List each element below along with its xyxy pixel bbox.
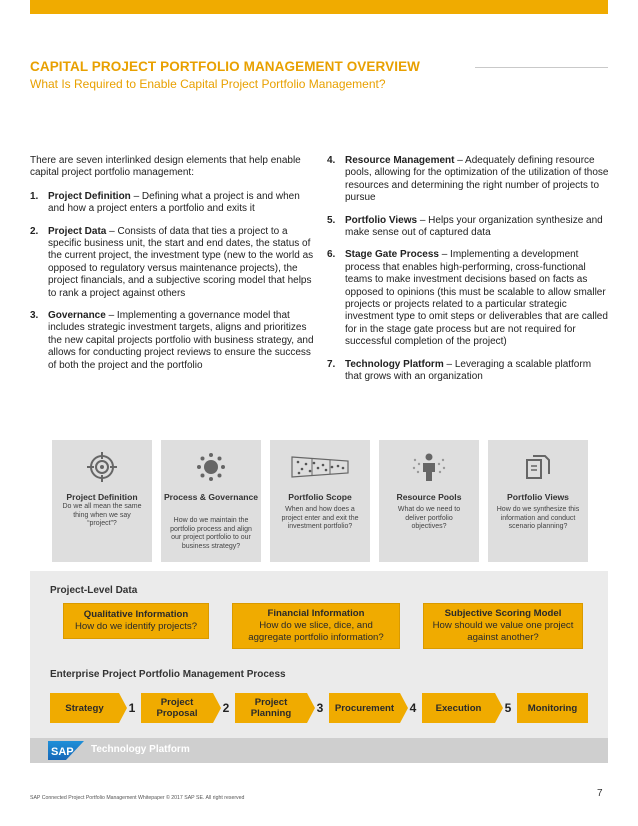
step-separator: [213, 693, 235, 723]
card-description: How do we maintain the portfolio process and align our project portfolio to our business strategy?: [170, 517, 252, 550]
item-text: – Adequately defining resource pools, allowing for the optimization of the utilization of those resources and determining the right number of projects to pursue: [345, 155, 609, 204]
documents-icon: [488, 448, 588, 486]
card-title: Portfolio Scope: [288, 492, 352, 502]
project-level-data-label: Project-Level Data: [50, 585, 138, 596]
list-item: [327, 155, 610, 205]
step-number: 2: [222, 701, 230, 715]
step-project-planning: Project Planning: [235, 693, 307, 723]
item-number: 7.: [327, 358, 336, 370]
card-description: When and how does a project enter and exit the investment portfolio?: [281, 506, 359, 531]
item-term: Stage Gate Process: [345, 249, 439, 261]
step-number: 4: [409, 701, 417, 715]
process-diagram-band: [30, 571, 608, 763]
card-title: Resource Pools: [396, 492, 462, 502]
card-title: Process & Governance: [163, 492, 259, 502]
step-number: 3: [316, 701, 324, 715]
step-number: 5: [504, 701, 512, 715]
target-icon: [52, 448, 152, 486]
page-title: CAPITAL PROJECT PORTFOLIO MANAGEMENT OVERVIEW: [30, 59, 421, 74]
item-term: Governance: [48, 310, 106, 322]
intro-paragraph: There are seven interlinked design elements that help enable capital project portfolio management:: [30, 155, 301, 179]
box-text: How should we value one project against another?: [432, 620, 574, 643]
person-icon: [379, 448, 479, 486]
left-column: [30, 155, 315, 382]
card-portfolio-scope: [270, 440, 370, 562]
card-description: How do we synthesize this information and conduct scenario planning?: [496, 506, 580, 531]
top-accent-bar: [30, 0, 608, 14]
card-title: Project Definition: [66, 492, 138, 502]
list-item: [30, 226, 315, 300]
card-process-governance: [161, 440, 261, 562]
item-term: Technology Platform: [345, 358, 444, 370]
page-subtitle: What Is Required to Enable Capital Project Portfolio Management?: [30, 77, 386, 91]
item-number: 2.: [30, 225, 39, 237]
box-title: Qualitative Information: [83, 609, 189, 620]
item-text: – Consists of data that ties a project to a specific business unit, the start and end dates, the status of the current project, the investment type (new to the world as opposed to regulatory versus maintenance projects), the project financials, and a subjective scoring model that helps to rank a project against others: [48, 225, 314, 299]
box-title: Financial Information: [267, 608, 365, 619]
card-resource-pools: [379, 440, 479, 562]
sap-logo-text: SAP: [51, 746, 74, 758]
step-strategy: Strategy: [50, 693, 119, 723]
design-elements-list: [30, 191, 315, 372]
qualitative-information-box: [63, 603, 209, 639]
funnel-icon: [270, 448, 370, 486]
item-text: – Helps your organization synthesize and make sense out of captured data: [345, 214, 603, 239]
item-number: 5.: [327, 214, 336, 226]
footer-copyright: SAP Connected Project Portfolio Management Whitepaper © 2017 SAP SE. All right reserved: [30, 795, 245, 801]
card-project-definition: [52, 440, 152, 562]
item-term: Project Definition: [48, 190, 131, 202]
step-execution: Execution: [422, 693, 495, 723]
title-rule: [475, 67, 608, 68]
card-description: Do we all mean the same thing when we say “project”?: [62, 503, 142, 528]
subjective-scoring-model-box: [423, 603, 583, 649]
item-term: Portfolio Views: [345, 214, 418, 226]
process-label: Enterprise Project Portfolio Management Process: [50, 669, 286, 680]
step-project-proposal: Project Proposal: [141, 693, 213, 723]
box-title: Subjective Scoring Model: [444, 608, 562, 619]
list-item: [327, 249, 610, 348]
step-separator: [495, 693, 517, 723]
list-item: [30, 310, 315, 372]
sap-logo: [48, 741, 84, 760]
step-monitoring: Monitoring: [517, 693, 588, 723]
item-text: – Implementing a governance model that includes strategic investment targets, aligns and prioritizes the new capital projects portfolio with business strategy, and allows for conducting project reviews to ensure the success of both the project and the portfolio: [48, 310, 314, 371]
right-column: [327, 155, 610, 394]
item-text: – Defining what a project is and when and how a project enters a portfolio and exits it: [48, 190, 300, 215]
item-text: – Leveraging a scalable platform that grows with an organization: [345, 358, 592, 383]
item-term: Project Data: [48, 225, 107, 237]
technology-platform-bar: [30, 738, 608, 763]
design-elements-list-continued: [327, 155, 610, 384]
step-procurement: Procurement: [329, 693, 400, 723]
list-item: [30, 191, 315, 216]
financial-information-box: [232, 603, 400, 649]
box-text: How do we slice, dice, and aggregate portfolio information?: [248, 620, 384, 643]
item-number: 6.: [327, 249, 336, 261]
list-item: [327, 215, 610, 240]
item-text: – Implementing a development process that enables high-performing, cross-functional teams to make investment decisions based on facts as opposed to opinions (this must be scalable to allow smaller projects or projects related to a particular strategic investment type to omit steps or deliverables that are called for in the stage gate process but are not required for successful completion of the project): [345, 249, 608, 348]
item-number: 1.: [30, 190, 39, 202]
card-portfolio-views: [488, 440, 588, 562]
step-separator: [400, 693, 422, 723]
card-description: What do we need to deliver portfolio objectives?: [397, 506, 461, 531]
step-separator: [307, 693, 329, 723]
card-title: Portfolio Views: [507, 492, 569, 502]
technology-platform-label: Technology Platform: [91, 744, 190, 755]
step-separator: [119, 693, 141, 723]
list-item: [327, 359, 610, 384]
box-text: How do we identify projects?: [74, 621, 198, 632]
item-number: 4.: [327, 155, 336, 166]
page-number: 7: [597, 788, 603, 799]
item-term: Resource Management: [345, 155, 455, 166]
item-number: 3.: [30, 310, 39, 322]
step-number: 1: [128, 701, 136, 715]
sun-icon: [161, 448, 261, 486]
